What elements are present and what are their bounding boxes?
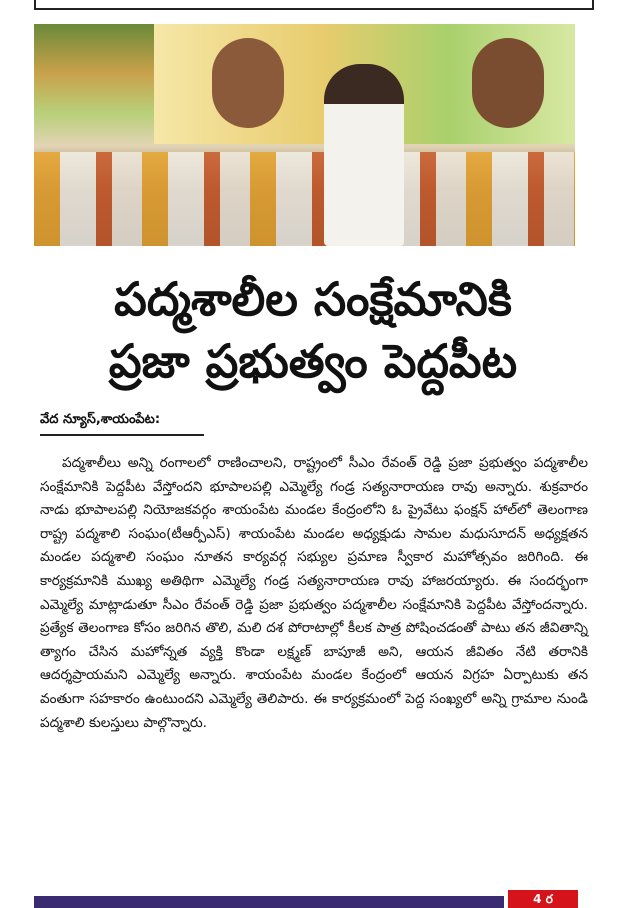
previous-article-border: [34, 0, 594, 10]
footer-page-tag: 4 ర: [508, 890, 578, 908]
dateline-underline: [40, 434, 204, 436]
headline-line-2: ప్రజా ప్రభుత్వం పెద్దపీట: [108, 334, 518, 388]
speaker-figure: [324, 64, 404, 246]
banner-portrait: [212, 38, 284, 128]
footer-bar: [34, 896, 504, 908]
dateline: వేద న్యూస్,శాయంపేట:: [40, 412, 161, 427]
banner-portrait: [472, 38, 544, 128]
article-body: పద్మశాలీలు అన్ని రంగాలలో రాణించాలని, రాష్ట్రంలో సీఎం రేవంత్ రెడ్డి ప్రజా ప్రభుత్వం పద్మశాలీల సంక్షేమానికి పెద్దపీట వేస్తోందని భూపాలపల్లి ఎమ్మెల్యే గండ్ర సత్యనారాయణ రావు అన్నారు. శుక్రవారం నాడు భూపాలపల్లి నియోజకవర్గం శాయంపేట మండల కేంద్రంలోని ఓ ప్రైవేటు ఫంక్షన్ హాల్‌లో తెలంగాణ రాష్ట్ర పద్మశాలి సంఘం(టీఆర్పీఎస్) శాయంపేట మండల అధ్యక్షుడు సామల మధుసూదన్ అధ్యక్షతన మండల పద్మశాలి సంఘం నూతన కార్యవర్గ సభ్యుల ప్రమాణ స్వీకార మహోత్సవం జరిగింది. ఈ కార్యక్రమానికి ముఖ్య అతిథిగా ఎమ్మెల్యే గండ్ర సత్యనారాయణ రావు హాజరయ్యారు. ఈ సందర్భంగా ఎమ్మెల్యే మాట్లాడుతూ సీఎం రేవంత్ రెడ్డి ప్రజా ప్రభుత్వం పద్మశాలీల సంక్షేమానికి పెద్దపీట వేస్తోందన్నారు. ప్రత్యేక తెలంగాణ కోసం జరిగిన తొలి, మలి దశ పోరాటాల్లో కీలక పాత్ర పోషించడంతో పాటు తన జీవితాన్ని త్యాగం చేసిన మహోన్నత వ్యక్తి కొండా లక్ష్మణ్ బాపూజీ అని, ఆయన జీవితం నేటి తరానికి ఆదర్శప్రాయమని ఎమ్మెల్యే అన్నారు. శాయంపేట మండల కేంద్రంలో ఆయన విగ్రహ ఏర్పాటుకు తన వంతుగా సహకారం ఉంటుందని ఎమ్మెల్యే తెలిపారు. ఈ కార్యక్రమంలో పెద్ద సంఖ్యలో అన్ని గ్రామాల నుండి పద్మశాలి కులస్తులు పాల్గొన్నారు.: [40, 455, 588, 731]
seated-guests: [34, 152, 575, 246]
news-photo: [34, 24, 575, 246]
headline-line-1: పద్మశాలీల సంక్షేమానికి: [114, 272, 512, 326]
